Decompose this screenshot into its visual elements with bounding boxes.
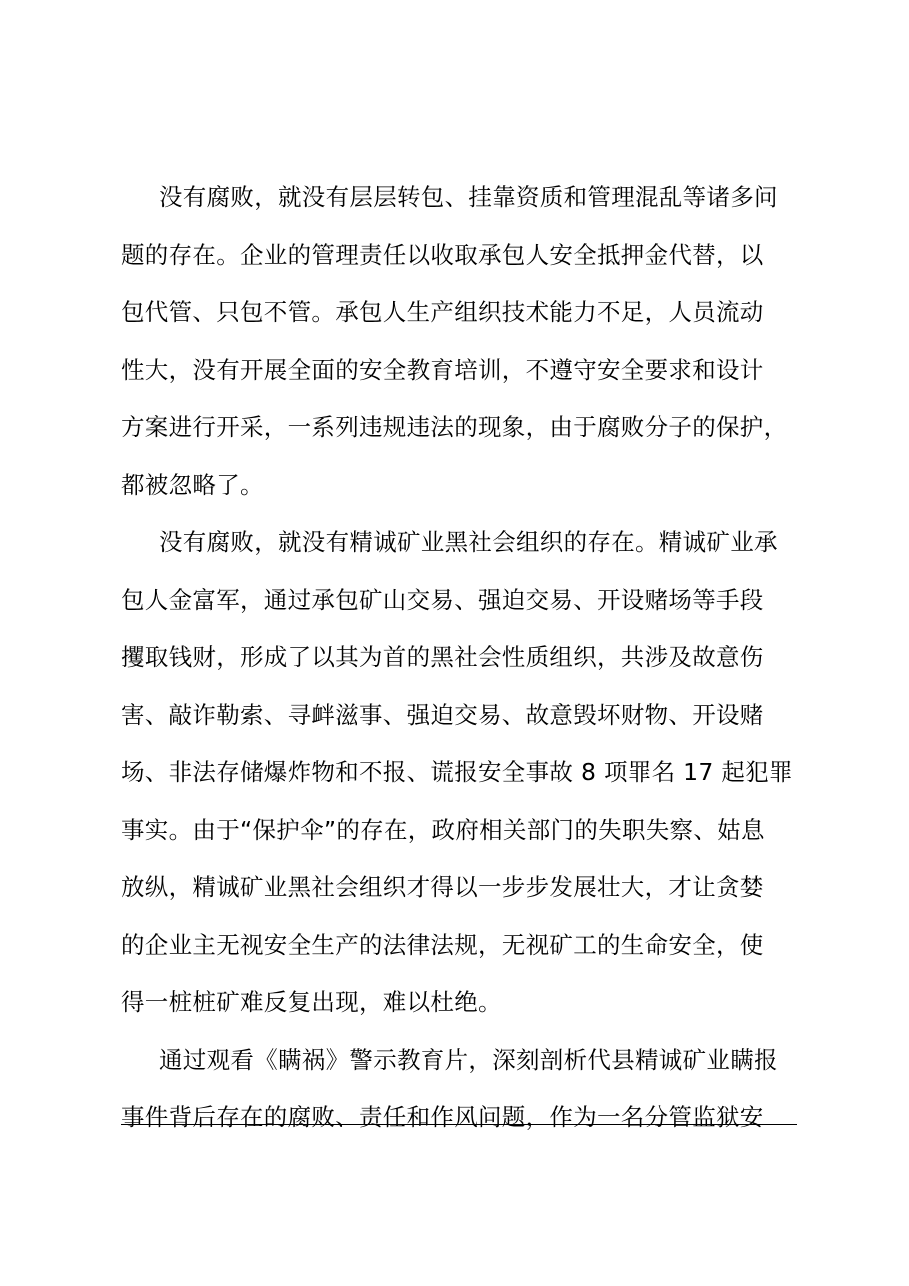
paragraph-2-line-2: 包人金富军，通过承包矿山交易、强迫交易、开设赌场等手段: [121, 585, 764, 614]
paragraph-2-line-8: 的企业主无视安全生产的法律法规，无视矿工的生命安全，使: [121, 930, 764, 959]
paragraph-2-line-3: 攫取钱财，形成了以其为首的黑社会性质组织，共涉及故意伤: [121, 643, 764, 671]
paragraph-2-line-6: 事实。由于“保护伞”的存在，政府相关部门的失职失察、姑息: [121, 815, 765, 844]
paragraph-2-line-4: 害、敲诈勒索、寻衅滋事、强迫交易、故意毁坏财物、开设赌: [121, 700, 764, 729]
paragraph-1-line-1: 没有腐败，就没有层层转包、挂靠资质和管理混乱等诸多问: [159, 183, 778, 211]
paragraph-2-line-9: 得一桩桩矿难反复出现，难以杜绝。: [121, 988, 502, 1016]
paragraph-1-line-3: 包代管、只包不管。承包人生产组织技术能力不足，人员流动: [121, 298, 764, 326]
paragraph-3-line-1: 通过观看《瞒祸》警示教育片，深刻剖析代县精诚矿业瞒报: [159, 1045, 778, 1074]
body-text: [121, 173, 801, 1151]
paragraph-1-line-2: 题的存在。企业的管理责任以收取承包人安全抵押金代替，以: [121, 240, 764, 269]
paragraph-1-line-4: 性大，没有开展全面的安全教育培训，不遵守安全要求和设计: [121, 355, 764, 384]
paragraph-2-line-7: 放纵，精诚矿业黑社会组织才得以一步步发展壮大，才让贪婪: [121, 873, 764, 901]
paragraph-2-line-1: 没有腐败，就没有精诚矿业黑社会组织的存在。精诚矿业承: [159, 528, 778, 556]
page-bottom-rule: [121, 1124, 797, 1125]
paragraph-3-line-2: 事件背后存在的腐败、责任和作风问题，作为一名分管监狱安: [121, 1103, 764, 1131]
paragraph-1-line-6: 都被忽略了。: [121, 470, 264, 499]
paragraph-1-line-5: 方案进行开采，一系列违规违法的现象，由于腐败分子的保护，: [121, 413, 788, 441]
paragraph-2-line-5: 场、非法存储爆炸物和不报、谎报安全事故 8 项罪名 17 起犯罪: [121, 758, 793, 786]
